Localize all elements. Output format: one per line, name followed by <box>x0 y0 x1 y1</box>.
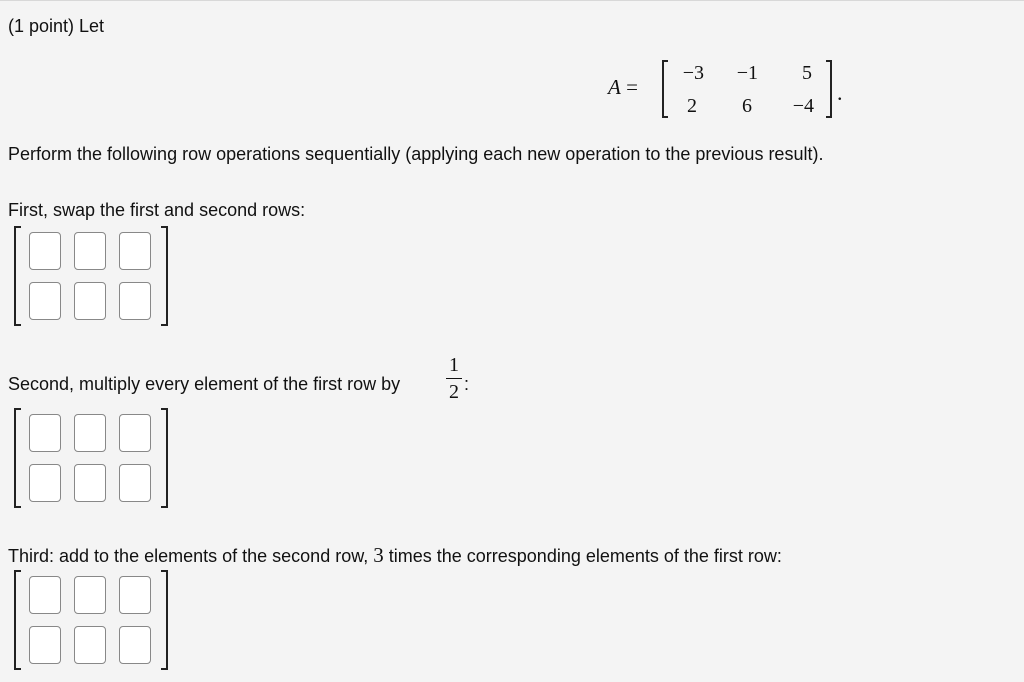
step3-r1c1-input[interactable] <box>29 576 61 614</box>
matrix-a-cell: 2 <box>687 95 697 117</box>
matrix-a-cell: −3 <box>682 62 704 84</box>
step2-r1c1-input[interactable] <box>29 414 61 452</box>
instructions-text: Perform the following row operations sequentially (applying each new operation to the previous result). <box>8 144 824 164</box>
step3-r2c3-input[interactable] <box>119 626 151 664</box>
step2-r2c3-input[interactable] <box>119 464 151 502</box>
step2-r2c1-input[interactable] <box>29 464 61 502</box>
step3-r2c2-input[interactable] <box>74 626 106 664</box>
step2-answer-matrix <box>14 408 168 508</box>
step1-answer-matrix <box>14 226 168 326</box>
step1-r2c1-input[interactable] <box>29 282 61 320</box>
step1-r1c2-input[interactable] <box>74 232 106 270</box>
step3-answer-matrix <box>14 570 168 670</box>
step1-r2c2-input[interactable] <box>74 282 106 320</box>
matrix-a-cell: −4 <box>792 95 814 117</box>
step2-r1c2-input[interactable] <box>74 414 106 452</box>
step1-text: First, swap the first and second rows: <box>8 200 306 220</box>
step3-r2c1-input[interactable] <box>29 626 61 664</box>
left-bracket <box>14 408 21 508</box>
step3-text-pre: Third: add to the elements of the second row, <box>8 546 369 566</box>
step3-r1c2-input[interactable] <box>74 576 106 614</box>
fraction-denominator: 2 <box>449 381 459 403</box>
right-bracket <box>161 226 168 326</box>
step1-r1c1-input[interactable] <box>29 232 61 270</box>
matrix-a-cell: 5 <box>802 62 812 84</box>
top-divider <box>0 0 1024 1</box>
fraction-numerator: 1 <box>449 354 459 376</box>
left-bracket <box>14 570 21 670</box>
step2-r1c3-input[interactable] <box>119 414 151 452</box>
matrix-a-cell: −1 <box>736 62 758 84</box>
step3-text-post: times the corresponding elements of the first row: <box>388 546 782 566</box>
step2-colon: : <box>464 374 470 394</box>
step1-r2c3-input[interactable] <box>119 282 151 320</box>
matrix-a-period: . <box>837 80 843 105</box>
fraction-one-half <box>444 354 464 403</box>
step3-multiplier: 3 <box>373 543 384 567</box>
step3-r1c3-input[interactable] <box>119 576 151 614</box>
right-bracket <box>161 570 168 670</box>
step1-r1c3-input[interactable] <box>119 232 151 270</box>
step3-text <box>8 544 782 567</box>
matrix-a-cell: 6 <box>742 95 752 117</box>
left-bracket <box>14 226 21 326</box>
problem-header: (1 point) Let <box>8 16 105 36</box>
matrix-a-label: A = <box>608 75 638 99</box>
matrix-a-right-bracket <box>826 60 832 118</box>
fraction-bar <box>446 378 462 379</box>
step2-r2c2-input[interactable] <box>74 464 106 502</box>
step2-text: Second, multiply every element of the first row by <box>8 374 401 394</box>
right-bracket <box>161 408 168 508</box>
